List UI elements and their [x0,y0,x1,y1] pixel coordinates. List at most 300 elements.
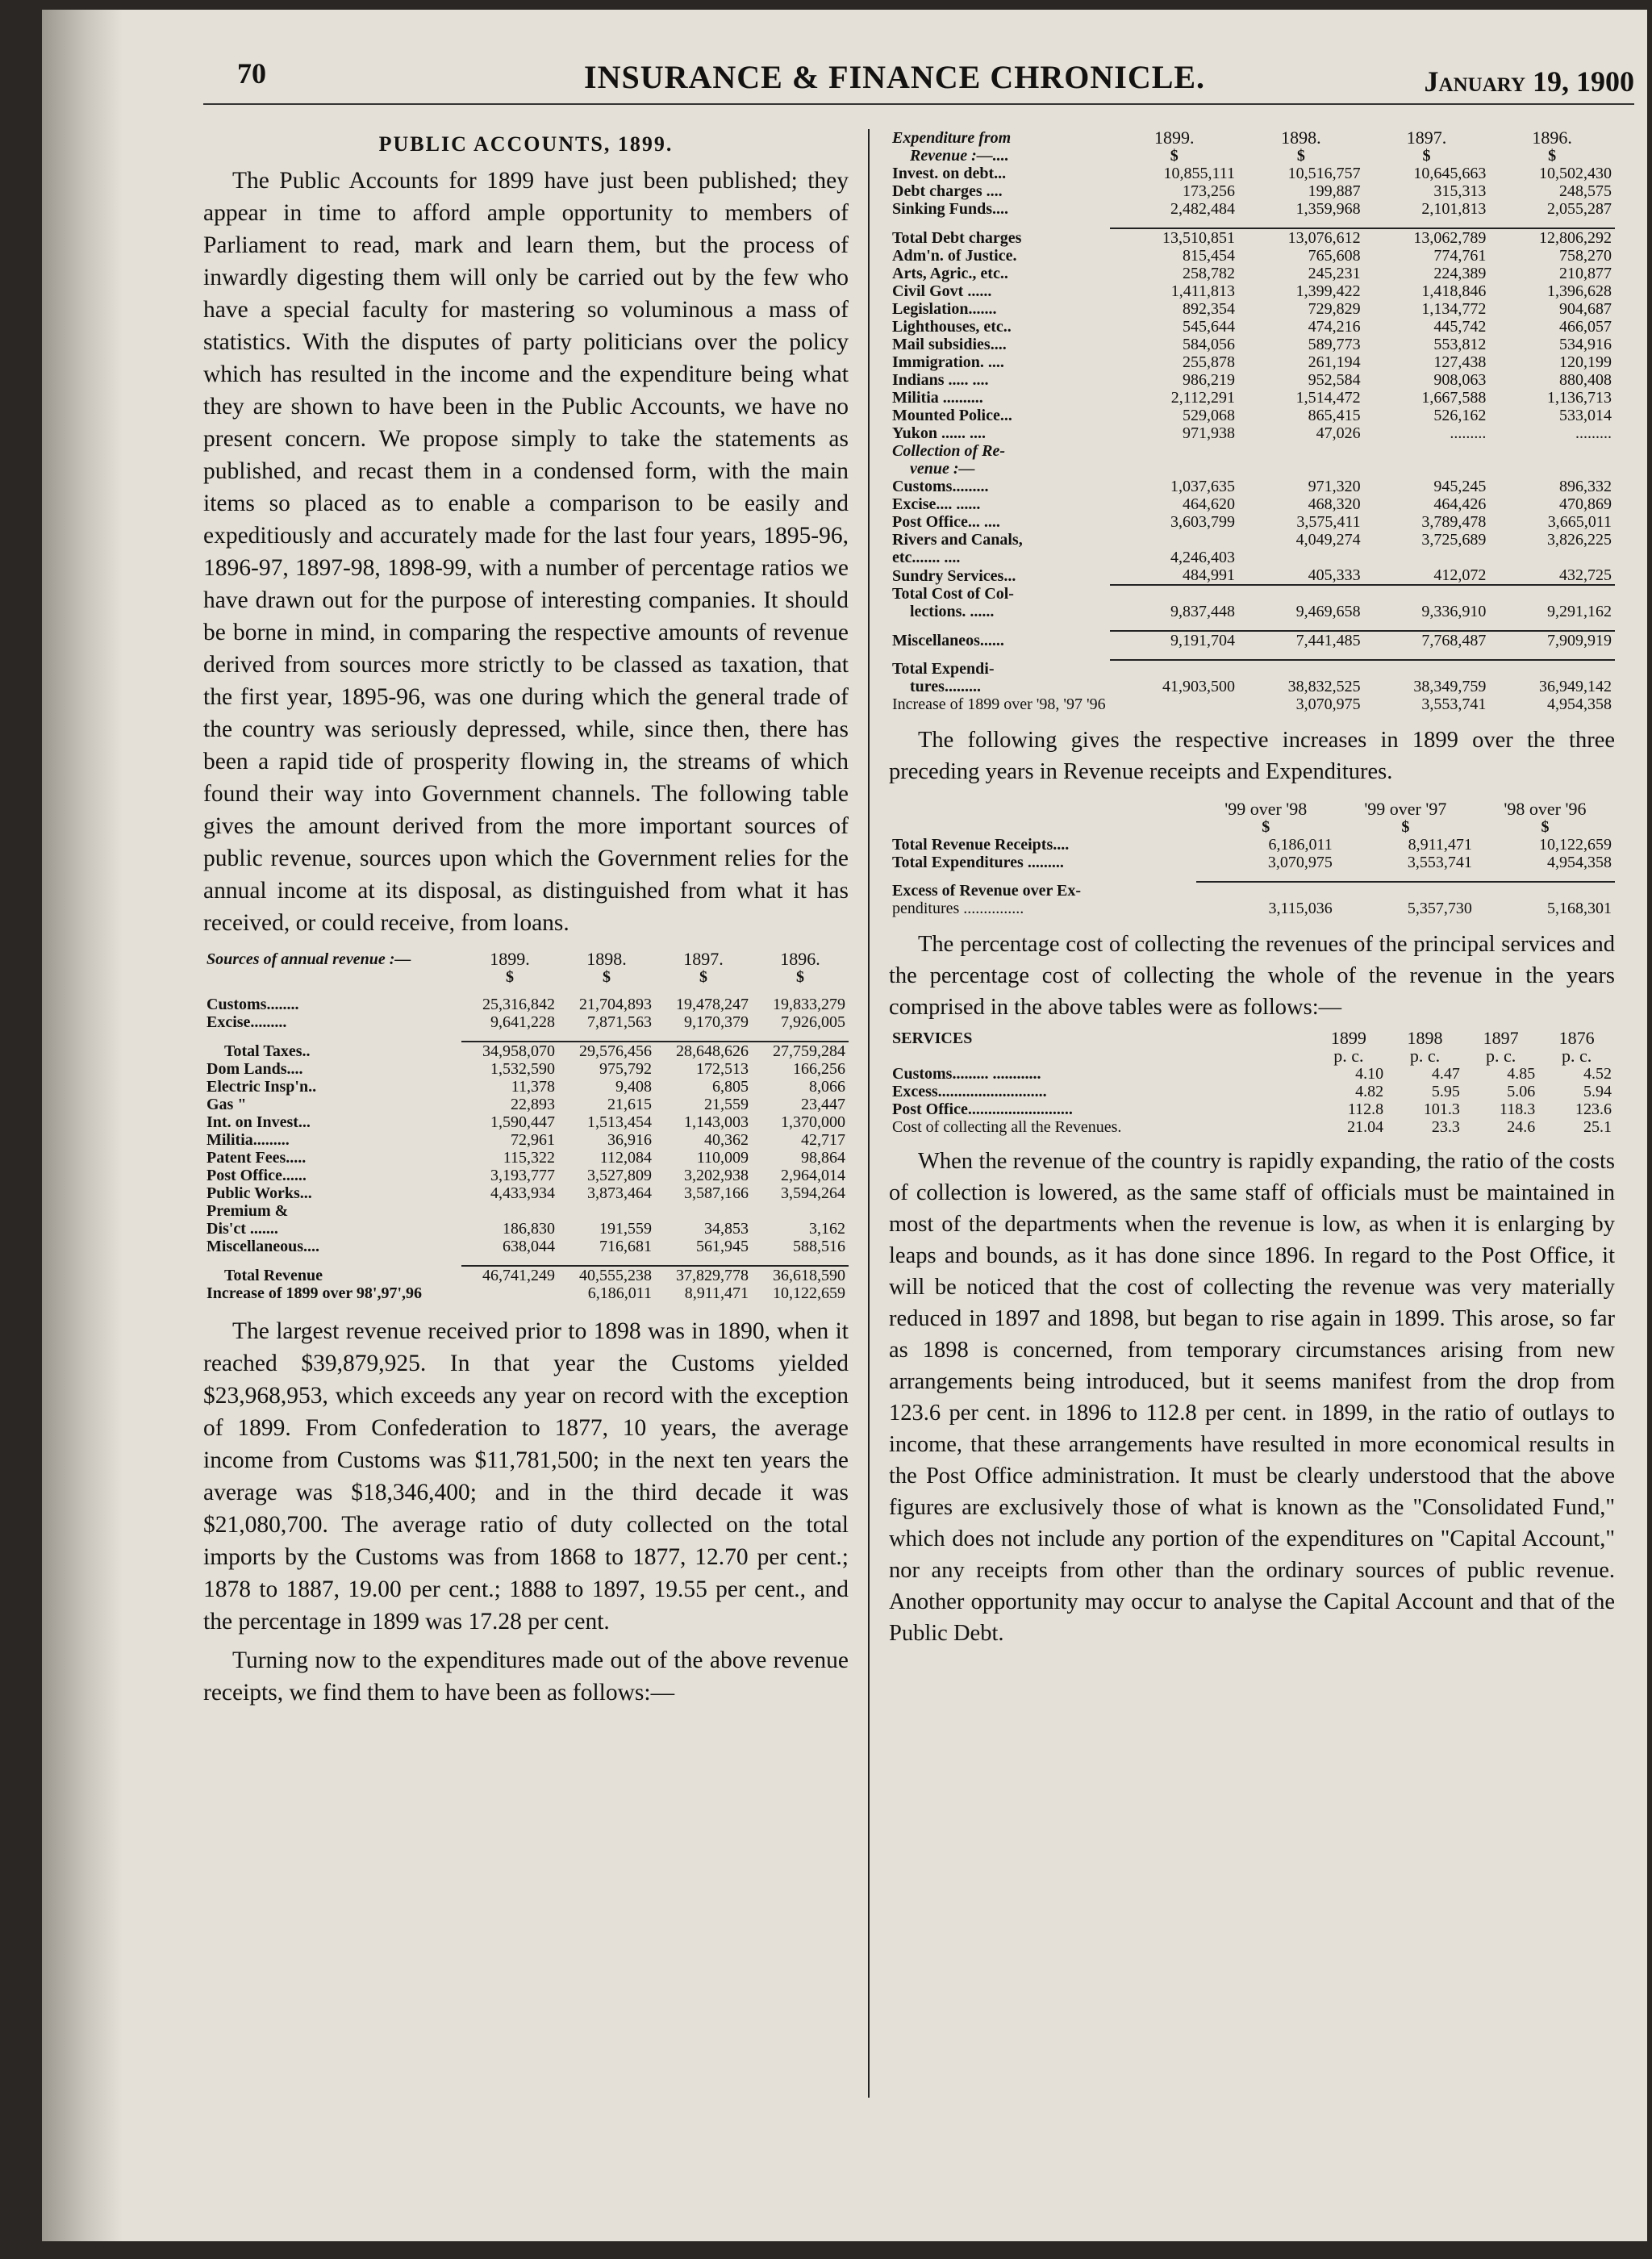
cell-value: 34,853 [703,1220,749,1238]
cell-value: 21,704,893 [578,996,652,1013]
cell-value: 1,513,454 [586,1113,652,1131]
row-label: Cost of collecting all the Revenues. [892,1118,1122,1136]
cell-value: 40,362 [703,1131,749,1149]
cell-value: 166,256 [793,1060,845,1078]
cell-value: 4.85 [1507,1065,1536,1083]
cell-value: 3,070,975 [1295,695,1361,713]
cell-value: 41,903,500 [1162,678,1236,695]
cell-value: 1,143,003 [683,1113,749,1131]
paragraph-largest-revenue: The largest revenue received prior to 1898 was in 1890, when it reached $39,879,925. In that year the Customs yielded $23,968,953, which exceeds any year on record with the exception of 1899. From Confederation to 1877, 10 years, the average income from Customs was $11,781,500; in the next ten years the average was $18,346,400; and in the third decade it was $21,080,700. The average ratio of duty collected on the total imports by the Customs was from 1868 to 1877, 12.70 per cent.; 1878 to 1887, 19.00 per cent.; 1888 to 1897, 19.55 per cent., and the percentage in 1899 was 17.28 per cent. [203,1318,849,1635]
row-label: Post Office.......................... [892,1100,1073,1118]
cell-value: 3,553,741 [1407,854,1472,871]
cell-value: 896,332 [1559,478,1612,495]
cell-value: 7,909,919 [1489,631,1615,649]
cell-value: 28,648,626 [655,1042,752,1060]
cell-value: 3,665,011 [1547,513,1612,531]
cell-value: 464,426 [1433,495,1487,513]
table-row [203,1220,849,1238]
cell-value: 38,349,759 [1413,678,1487,695]
cell-value: 466,057 [1559,318,1612,336]
table-row [889,1065,1615,1083]
increase-table [889,800,1615,917]
cell-value: 588,516 [793,1238,845,1255]
cell-value: 19,833,279 [773,996,845,1013]
cell-value: 553,812 [1433,336,1487,353]
cell-value: 23,447 [801,1096,845,1113]
table-row [203,1266,849,1284]
table-row [889,631,1615,649]
cell-value: 758,270 [1559,247,1612,265]
currency-symbol: $ [1296,147,1305,165]
issue-date: January 19, 1900 [1424,65,1634,98]
cell-value: 892,354 [1183,300,1236,318]
currency-symbol: $ [1170,147,1179,165]
cell-value: ......... [1450,424,1487,442]
paragraph-percentage: The percentage cost of collecting the revenues of the principal services and the percentage cost of collecting the whole of the revenue in the years comprised in the above tables were as follows:— [889,932,1615,1020]
cell-value: 412,072 [1433,566,1487,584]
cell-value: 127,438 [1433,353,1487,371]
cell-value: 118.3 [1500,1100,1536,1118]
cell-value: 865,415 [1308,407,1361,424]
cell-value: 10,855,111 [1163,165,1236,182]
cell-value: 975,792 [599,1060,652,1078]
cell-value: 36,916 [607,1131,652,1149]
table-row [203,1078,849,1096]
currency-symbol: $ [506,968,514,986]
cell-value: 2,482,484 [1170,200,1236,218]
cell-value [1489,549,1615,566]
right-column [889,129,1615,1649]
cell-value: 765,608 [1308,247,1361,265]
cell-value: 1,532,590 [490,1060,555,1078]
cell-value: 445,742 [1433,318,1487,336]
cell-value: 22,893 [511,1096,555,1113]
cell-value: 3,594,264 [781,1184,845,1202]
cell-value: 3,873,464 [586,1184,652,1202]
cell-value: 9,191,704 [1110,631,1238,649]
table-row [889,549,1615,566]
collection-sublabel: venue :— [910,460,975,478]
row-label: Legislation....... [892,300,997,318]
unit-label: p. c. [1409,1046,1441,1066]
row-label: Total Expenditures ......... [892,854,1064,871]
year-header: 1898. [1281,127,1321,148]
cell-value: 2,964,014 [781,1167,845,1184]
table-row [889,371,1615,389]
cell-value: 9,336,910 [1421,603,1487,620]
table-row [203,1167,849,1184]
table-row [203,1284,849,1302]
cell-value: 72,961 [511,1131,555,1149]
row-label: Immigration. .... [892,353,1004,371]
table-row [203,1013,849,1031]
percentage-table [889,1029,1615,1136]
cell-value: 36,949,142 [1539,678,1612,695]
row-label: Invest. on debt... [892,165,1007,182]
cell-value: 2,101,813 [1421,200,1487,218]
cell-value: 545,644 [1183,318,1236,336]
cell-value: 3,527,809 [586,1167,652,1184]
cell-value: 468,320 [1308,495,1361,513]
row-label: Excise......... [206,1013,287,1031]
table-row [889,336,1615,353]
cell-value: 261,194 [1308,353,1361,371]
cell-value: 245,231 [1308,265,1361,282]
row-label: Arts, Agric., etc.. [892,265,1008,282]
cell-value: 199,887 [1308,182,1361,200]
revenue-table-label: Sources of annual revenue :— [206,950,411,968]
table-row [889,165,1615,182]
row-label: Indians ..... .... [892,371,989,389]
expenditure-table-sublabel: Revenue :—.... [910,147,1009,165]
cell-value: 529,068 [1183,407,1236,424]
cell-value: 4,433,934 [490,1184,555,1202]
cell-value: 561,945 [695,1238,749,1255]
cell-value: 432,725 [1559,566,1612,584]
row-label: Militia .......... [892,389,983,407]
cell-value: 4.10 [1355,1065,1384,1083]
cell-value: 47,026 [1316,424,1361,442]
cell-value: 3,115,036 [1268,900,1333,917]
cell-value: 986,219 [1183,371,1236,389]
row-label: Debt charges .... [892,182,1003,200]
row-label: Premium & [206,1202,289,1220]
cell-value: 638,044 [503,1238,555,1255]
year-header: 1899. [490,949,530,969]
year-header: 1896. [1532,127,1572,148]
article-title: PUBLIC ACCOUNTS, 1899. [378,132,674,156]
cell-value: 3,826,225 [1547,531,1612,549]
cell-value: 9,170,379 [683,1013,749,1031]
currency-symbol: $ [1262,818,1270,836]
cell-value: 110,009 [696,1149,749,1167]
cell-value: 13,062,789 [1364,228,1490,247]
cell-value: 191,559 [599,1220,652,1238]
cell-value: 526,162 [1433,407,1487,424]
cell-value: 123.6 [1575,1100,1612,1118]
table-row [889,282,1615,300]
row-label: Yukon ...... .... [892,424,986,442]
page-number: 70 [237,57,266,90]
cell-value: 1,399,422 [1295,282,1361,300]
row-label: penditures ............... [892,900,1024,917]
cell-value: 3,553,741 [1421,695,1487,713]
cell-value: 9,641,228 [490,1013,555,1031]
expenditure-table-label: Expenditure from [892,129,1012,147]
row-label: Total Revenue [224,1266,323,1284]
column-header: '99 over '98 [1224,799,1308,819]
page-binding-shadow [42,10,123,2241]
row-label: Rivers and Canals, [892,531,1023,549]
table-row [889,247,1615,265]
cell-value: ......... [1575,424,1612,442]
cell-value [1110,531,1238,549]
row-label: Sundry Services... [892,566,1016,585]
cell-value: 42,717 [801,1131,845,1149]
cell-value: 24.6 [1507,1118,1536,1136]
currency-symbol: $ [1401,818,1410,836]
row-label: Miscellaneous.... [206,1238,319,1255]
row-label: Customs........ [206,996,299,1013]
table-row [889,900,1615,917]
cell-value: 971,320 [1308,478,1361,495]
cell-value: 7,926,005 [781,1013,845,1031]
expenditure-table [889,129,1615,713]
cell-value: 37,829,778 [655,1266,752,1284]
table-row [889,513,1615,531]
excess-label: Excess of Revenue over Ex- [892,882,1082,900]
cell-value: 1,667,588 [1421,389,1487,407]
cell-value: 3,202,938 [683,1167,749,1184]
cell-value: 5,168,301 [1547,900,1612,917]
cell-value: 21.04 [1347,1118,1384,1136]
column-header: '99 over '97 [1364,799,1447,819]
row-label: Sinking Funds.... [892,200,1008,218]
paragraph-increases: The following gives the respective increases in 1899 over the three preceding years in Revenue receipts and Expenditures. [889,728,1615,784]
unit-label: p. c. [1333,1046,1364,1066]
cell-value: 9,837,448 [1170,603,1236,620]
cell-value: 23.3 [1431,1118,1460,1136]
table-row [889,300,1615,318]
row-label: Lighthouses, etc.. [892,318,1012,336]
cell-value: 112,084 [599,1149,652,1167]
cell-value: 9,469,658 [1295,603,1361,620]
row-label: Miscellaneos...... [892,631,1004,649]
paragraph-intro: The Public Accounts for 1899 have just been published; they appear in time to afford ample opportunity to members of Parliament to read, mark and learn them, but the process of inwardly digesting them will only be carried out by the few who have a special faculty for mastering so voluminous a mass of statistics. With the disputes of party politicians over the policy which has resulted in the income and the expenditure being what they are shown to have been in the Public Accounts, we have no present concern. We propose simply to take the statements as published, and recast them in a condensed form, with the main items so placed as to enable a comparison to be easily and expeditiously and accurately made for the last four years, 1895-96, 1896-97, 1897-98, 1898-99, with a number of percentage ratios we have drawn out for the purpose of interesting companies. It should be borne in mind, in comparing the respective amounts of revenue derived from sources more strictly to be classed as taxation, that the first year, 1895-96, was one during which the general trade of the country was seriously depressed, while, since then, there has been a rapid tide of prosperity flowing in, the streams of which found their way into Government channels. The following table gives the amount derived from the more important sources of public revenue, sources upon which the Government relies for the annual income at its disposal, as distinguished from what it has received, or could receive, from loans. [203,168,849,936]
paragraph-conclusion: When the revenue of the country is rapidly expanding, the ratio of the costs of collection is lowered, as the same staff of officials must be maintained in most of the departments when the revenue is low, as when it is enlarging by leaps and bounds, as it has done since 1896. In regard to the Post Office, it will be noticed that the cost of collecting the revenue was very materially reduced in 1897 and 1898, but began to rise again in 1899. This arose, so far as 1898 is concerned, from temporary circumstances arising from new arrangements being introduced, but it seems manifest from the drop from 123.6 per cent. in 1896 to 112.8 per cent. in 1899, in the ratio of outlays to income, that these arrangements have resulted in more economical results in the Post Office administration. It must be clearly understood that the above figures are exclusively those of what is known as the "Consolidated Fund," which does not include any portion of the expenditures on "Capital Account," nor any receipts from other than the ordinary sources of public revenue. Another opportunity may occur to analyse the Capital Account and that of the Public Debt. [889,1149,1615,1646]
cell-value: 112.8 [1347,1100,1384,1118]
cell-value: 172,513 [695,1060,749,1078]
header-rule [203,103,1634,105]
row-label: Increase of 1899 over '98, '97 '96 [892,695,1106,713]
cell-value: 1,514,472 [1295,389,1361,407]
cell-value: 474,216 [1308,318,1361,336]
table-row [203,1184,849,1202]
cell-value: 5.94 [1583,1083,1612,1100]
table-row [889,353,1615,371]
cell-value: 8,911,471 [684,1284,749,1302]
cell-value: 13,510,851 [1110,228,1238,247]
cell-value: 5,357,730 [1407,900,1472,917]
row-label: lections. ...... [910,603,995,620]
cell-value: 589,773 [1308,336,1361,353]
total-collection-label: Total Cost of Col- [892,585,1014,603]
newspaper-page [42,10,1647,2241]
cell-value: 9,291,162 [1547,603,1612,620]
cell-value: 255,878 [1183,353,1236,371]
cell-value: 880,408 [1559,371,1612,389]
table-row [203,1042,849,1060]
row-label: Militia......... [206,1131,290,1149]
cell-value: 3,193,777 [490,1167,555,1184]
table-row [203,1202,849,1220]
column-rule [868,129,870,2098]
cell-value: 4.47 [1431,1065,1460,1083]
cell-value: 10,502,430 [1539,165,1612,182]
year-header: 1899 [1330,1028,1366,1048]
cell-value: 815,454 [1183,247,1236,265]
cell-value: 25.1 [1583,1118,1612,1136]
cell-value: 10,122,659 [1539,836,1612,854]
table-row [889,854,1615,871]
row-label: Total Debt charges [892,228,1022,247]
cell-value: 36,618,590 [752,1266,849,1284]
cell-value: 10,645,663 [1413,165,1487,182]
row-label: Electric Insp'n.. [206,1078,317,1096]
currency-symbol: $ [699,968,707,986]
cell-value: 10,516,757 [1287,165,1361,182]
cell-value: 3,603,799 [1170,513,1236,531]
cell-value: 8,911,471 [1408,836,1472,854]
year-header: 1897 [1483,1028,1519,1048]
cell-value: 1,037,635 [1170,478,1236,495]
table-row [889,1083,1615,1100]
row-label: Mail subsidies.... [892,336,1007,353]
cell-value: 4,954,358 [1547,854,1612,871]
currency-symbol: $ [602,968,611,986]
cell-value: 5.95 [1431,1083,1460,1100]
cell-value [1364,549,1490,566]
cell-value: 19,478,247 [675,996,749,1013]
row-label: Patent Fees..... [206,1149,307,1167]
cell-value: 971,938 [1183,424,1236,442]
row-label: Post Office... .... [892,513,1000,531]
cell-value: 1,370,000 [781,1113,845,1131]
table-row [889,478,1615,495]
table-row [203,1060,849,1078]
table-row [889,318,1615,336]
table-row [889,678,1615,695]
year-header: 1897. [683,949,724,969]
currency-symbol: $ [1548,147,1557,165]
table-row [203,996,849,1013]
cell-value: 1,590,447 [490,1113,555,1131]
unit-label: p. c. [1485,1046,1516,1066]
cell-value: 210,877 [1559,265,1612,282]
cell-value: 6,186,011 [1268,836,1333,854]
table-row [889,200,1615,218]
row-label: Total Taxes.. [224,1042,311,1060]
revenue-table [203,950,849,1302]
cell-value: 248,575 [1559,182,1612,200]
cell-value [1238,549,1364,566]
cell-value: 315,313 [1433,182,1487,200]
cell-value: 6,805 [711,1078,749,1096]
cell-value: 21,559 [703,1096,749,1113]
publication-title: INSURANCE & FINANCE CHRONICLE. [584,59,1206,95]
cell-value: 7,768,487 [1364,631,1490,649]
cell-value: 21,615 [607,1096,652,1113]
cell-value: 11,378 [511,1078,555,1096]
row-label: Adm'n. of Justice. [892,247,1017,265]
cell-value: 120,199 [1559,353,1612,371]
cell-value: 7,441,485 [1238,631,1364,649]
cell-value: 10,122,659 [773,1284,845,1302]
cell-value: 4,954,358 [1547,695,1612,713]
row-label: Total Revenue Receipts.... [892,836,1070,854]
table-row [889,531,1615,549]
cell-value: 9,408 [615,1078,652,1096]
row-label: Customs......... ............ [892,1065,1041,1083]
year-header: 1876 [1558,1028,1595,1048]
cell-value: 1,396,628 [1547,282,1612,300]
cell-value: 8,066 [809,1078,845,1096]
cell-value: 774,761 [1433,247,1487,265]
cell-value: 115,322 [503,1149,555,1167]
cell-value: 186,830 [503,1220,555,1238]
cell-value: 1,134,772 [1421,300,1487,318]
cell-value: 405,333 [1308,566,1361,584]
row-label: etc....... .... [892,549,961,566]
cell-value: 716,681 [599,1238,652,1255]
cell-value: 12,806,292 [1489,228,1615,247]
cell-value: 4,049,274 [1295,531,1361,549]
cell-value: 470,869 [1559,495,1612,513]
cell-value: 101.3 [1423,1100,1460,1118]
table-row [889,389,1615,407]
row-label: Mounted Police... [892,407,1012,424]
table-row [889,407,1615,424]
cell-value: 173,256 [1183,182,1236,200]
paragraph-expenditures-intro: Turning now to the expenditures made out of the above revenue receipts, we find them to have been as follows:— [203,1647,849,1706]
services-label: SERVICES [892,1029,973,1047]
collection-label: Collection of Re- [892,442,1005,460]
year-header: 1896. [780,949,820,969]
cell-value: 4,246,403 [1170,549,1236,566]
table-row [889,836,1615,854]
cell-value: 7,871,563 [586,1013,652,1031]
cell-value: 6,186,011 [587,1284,652,1302]
table-row [889,228,1615,247]
table-row [203,1149,849,1167]
currency-symbol: $ [795,968,804,986]
table-row [889,424,1615,442]
table-row [203,1096,849,1113]
table-row [203,1238,849,1255]
row-label: Excise.... ...... [892,495,981,513]
table-row [203,1113,849,1131]
row-label: Customs......... [892,478,989,495]
row-label: Increase of 1899 over 98',97',96 [206,1284,423,1302]
cell-value: 1,411,813 [1170,282,1236,300]
table-row [889,603,1615,620]
cell-value: 4.52 [1583,1065,1612,1083]
table-row [889,495,1615,513]
cell-value: 38,832,525 [1287,678,1361,695]
cell-value: 3,070,975 [1267,854,1333,871]
cell-value: 904,687 [1559,300,1612,318]
cell-value: 3,789,478 [1421,513,1487,531]
cell-value: 908,063 [1433,371,1487,389]
cell-value: 584,056 [1183,336,1236,353]
year-header: 1898 [1407,1028,1443,1048]
cell-value: 3,162 [809,1220,845,1238]
row-label: tures......... [910,678,981,695]
cell-value: 27,759,284 [752,1042,849,1060]
cell-value: 3,725,689 [1421,531,1487,549]
cell-value: 13,076,612 [1238,228,1364,247]
unit-label: p. c. [1562,1046,1592,1066]
cell-value: 98,864 [801,1149,845,1167]
row-label: Post Office...... [206,1167,307,1184]
cell-value: 29,576,456 [558,1042,655,1060]
cell-value: 2,112,291 [1170,389,1236,407]
cell-value: 3,575,411 [1296,513,1361,531]
row-label: Int. on Invest... [206,1113,311,1131]
table-row [889,1118,1615,1136]
year-header: 1898. [586,949,627,969]
table-row [889,1100,1615,1118]
